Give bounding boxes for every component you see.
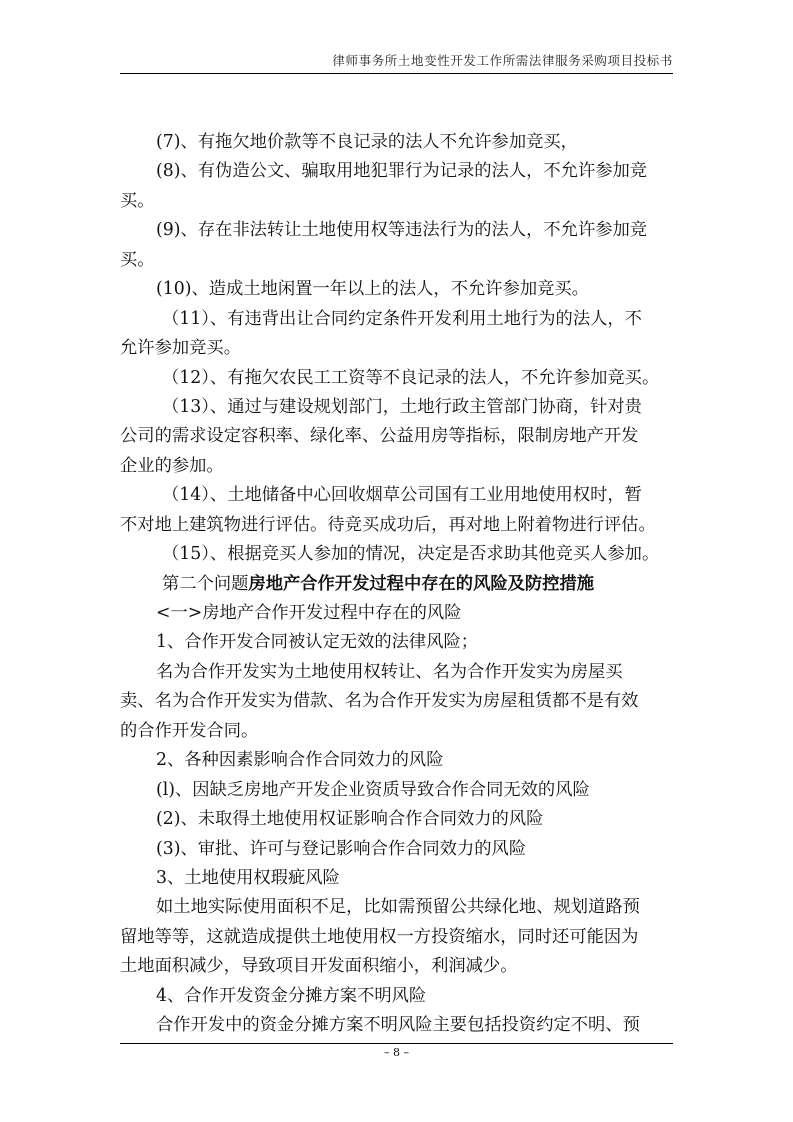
text-line: 买。 xyxy=(120,249,155,270)
text-line: 2、各种因素影响合作合同效力的风险 xyxy=(156,750,444,771)
text-line: （12）、有拖欠农民工工资等不良记录的法人，不允许参加竞买。 xyxy=(162,367,660,388)
text-line: 公司的需求设定容积率、绿化率、公益用房等指标，限制房地产开发 xyxy=(120,426,639,447)
page-number: – 8 – xyxy=(384,1046,409,1059)
text-line: （14）、土地储备中心回收烟草公司国有工业用地使用权时，暂 xyxy=(162,485,642,506)
document-body xyxy=(120,128,673,1041)
footer-divider xyxy=(120,1043,673,1044)
text-line: （13）、通过与建设规划部门，土地行政主管部门协商，针对贵 xyxy=(162,396,642,417)
text-line: 4、合作开发资金分摊方案不明风险 xyxy=(156,985,427,1006)
text-line: 3、土地使用权瑕疵风险 xyxy=(156,867,340,888)
text-line: (9)、存在非法转让土地使用权等违法行为的法人，不允许参加竞 xyxy=(156,220,648,241)
text-line: （15）、根据竞买人参加的情况，决定是否求助其他竞买人参加。 xyxy=(162,544,660,565)
text-line: 企业的参加。 xyxy=(120,455,224,476)
text-line: 如土地实际使用面积不足，比如需预留公共绿化地、规划道路预 xyxy=(156,897,640,918)
running-header: 律师事务所土地变性开发工作所需法律服务采购项目投标书 xyxy=(332,53,673,68)
text-line: 买。 xyxy=(120,190,155,211)
text-line: 名为合作开发实为土地使用权转让、名为合作开发实为房屋买 xyxy=(156,661,623,682)
section-heading xyxy=(120,570,673,599)
text-line: 不对地上建筑物进行评估。待竞买成功后，再对地上附着物进行评估。 xyxy=(120,514,656,535)
text-line: 的合作开发合同。 xyxy=(120,720,259,741)
text-line: 留地等等，这就造成提供土地使用权一方投资缩水，同时还可能因为 xyxy=(120,926,639,947)
text-line: (2)、未取得土地使用权证影响合作合同效力的风险 xyxy=(156,809,544,830)
text-line: (7)、有拖欠地价款等不良记录的法人不允许参加竞买， xyxy=(156,132,578,152)
text-line: 允许参加竞买。 xyxy=(120,338,241,359)
text-line: 土地面积减少，导致项目开发面积缩小，利润减少。 xyxy=(120,956,518,977)
text-line: (3)、审批、许可与登记影响合作合同效力的风险 xyxy=(156,838,527,859)
text-line: （11）、有违背出让合同约定条件开发利用土地行为的法人，不 xyxy=(162,308,642,329)
text-line: 卖、名为合作开发实为借款、名为合作开发实为房屋租赁都不是有效 xyxy=(120,691,639,712)
text-line: 1、合作开发合同被认定无效的法律风险； xyxy=(156,632,479,653)
header-divider xyxy=(120,73,673,74)
text-line: 合作开发中的资金分摊方案不明风险主要包括投资约定不明、预 xyxy=(156,1015,640,1036)
text-line: <一>房地产合作开发过程中存在的风险 xyxy=(156,603,462,623)
text-line: (10)、造成土地闲置一年以上的法人，不允许参加竞买。 xyxy=(156,279,589,300)
heading-title: 房地产合作开发过程中存在的风险及防控措施 xyxy=(248,573,595,594)
text-line: (l)、因缺乏房地产开发企业资质导致合作合同无效的风险 xyxy=(156,779,590,800)
text-line: (8)、有伪造公文、骗取用地犯罪行为记录的法人，不允许参加竞 xyxy=(156,161,648,182)
heading-prefix: 第二个问题 xyxy=(162,573,249,594)
